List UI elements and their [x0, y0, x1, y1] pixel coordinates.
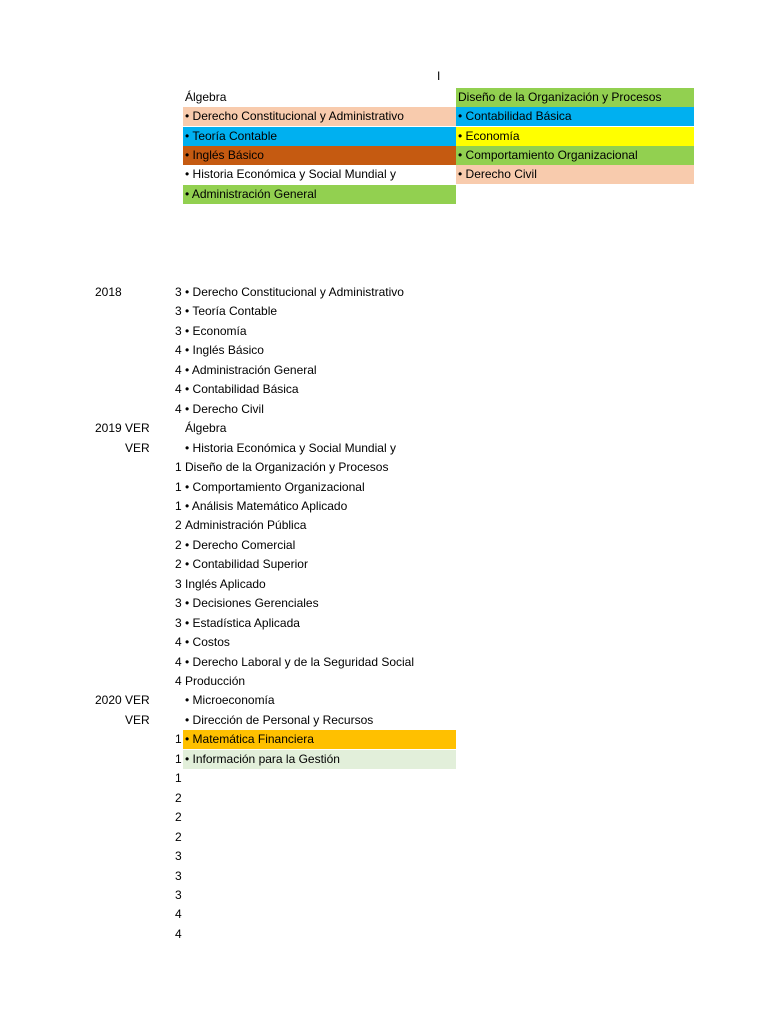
- ver-label: VER: [125, 440, 150, 455]
- row-number: 3: [175, 615, 182, 630]
- row-number: 3: [175, 304, 182, 319]
- row-number: 3: [175, 868, 182, 883]
- list-row: [0, 380, 768, 399]
- subject-text: • Microeconomía: [185, 693, 275, 708]
- list-row: [0, 730, 768, 749]
- row-number: 1: [175, 498, 182, 513]
- subject-text: [183, 867, 185, 886]
- list-row: [0, 633, 768, 652]
- top-right-cell: Diseño de la Organización y Procesos: [456, 88, 694, 107]
- subject-text: [183, 808, 185, 827]
- list-row: [0, 575, 768, 594]
- top-marker: I: [437, 69, 441, 83]
- list-row: [0, 536, 768, 555]
- list-row: [0, 302, 768, 321]
- list-row: [0, 439, 768, 458]
- top-left-cell: • Derecho Constitucional y Administrativo: [183, 107, 456, 126]
- list-row: [0, 478, 768, 497]
- subject-text: • Costos: [185, 635, 230, 650]
- subject-text: • Derecho Laboral y de la Seguridad Social: [185, 654, 415, 669]
- subject-text: • Inglés Básico: [185, 343, 264, 358]
- subject-text: Producción: [185, 674, 246, 688]
- row-number: 3: [175, 887, 182, 902]
- row-number: 2: [175, 829, 182, 844]
- year-label: 2019 VER: [95, 421, 150, 436]
- subject-text: • Decisiones Gerenciales: [185, 596, 319, 611]
- list-row: [0, 711, 768, 730]
- subject-text: • Dirección de Personal y Recursos: [185, 712, 374, 727]
- ver-label: VER: [125, 712, 150, 727]
- subject-text: Diseño de la Organización y Procesos: [185, 460, 389, 475]
- row-number: 4: [175, 362, 182, 377]
- row-number: 2: [175, 810, 182, 825]
- row-number: 1: [175, 479, 182, 494]
- subject-text: • Derecho Constitucional y Administrativo: [185, 285, 404, 299]
- subject-text: • Contabilidad Básica: [185, 382, 299, 397]
- list-row: [0, 361, 768, 380]
- list-row: [0, 847, 768, 866]
- subject-text: [183, 905, 185, 924]
- row-number: 4: [175, 907, 182, 922]
- row-number: 4: [175, 382, 182, 397]
- subject-text: • Análisis Matemático Aplicado: [185, 498, 348, 513]
- row-number: 4: [175, 401, 182, 416]
- list-row: [0, 905, 768, 924]
- subject-text: • Estadística Aplicada: [185, 615, 300, 630]
- subject-text: • Contabilidad Superior: [185, 557, 308, 572]
- row-number: 3: [175, 576, 182, 591]
- list-row: [0, 808, 768, 827]
- list-row: [0, 614, 768, 633]
- list-row: [0, 322, 768, 341]
- year-label: 2020 VER: [95, 693, 150, 708]
- row-number: 1: [175, 751, 182, 766]
- subject-text: Administración Pública: [185, 518, 307, 533]
- subject-text: [183, 925, 185, 944]
- row-number: 4: [175, 343, 182, 358]
- row-number: 4: [175, 926, 182, 941]
- subject-text: Álgebra: [185, 421, 227, 436]
- subject-text: • Matemática Financiera: [183, 730, 456, 749]
- row-number: 2: [175, 557, 182, 572]
- row-number: 1: [175, 771, 182, 786]
- row-number: 3: [175, 285, 182, 299]
- row-number: 2: [175, 518, 182, 533]
- list-row: [0, 925, 768, 944]
- subject-text: • Derecho Civil: [185, 401, 264, 416]
- list-row: [0, 653, 768, 672]
- list-row: [0, 867, 768, 886]
- top-right-cell: • Economía: [456, 127, 694, 146]
- list-row: [0, 750, 768, 769]
- row-number: 3: [175, 596, 182, 611]
- row-number: 3: [175, 849, 182, 864]
- subject-text: [183, 789, 185, 808]
- subject-text: • Derecho Comercial: [185, 537, 296, 552]
- list-row: [0, 594, 768, 613]
- top-right-cell: • Comportamiento Organizacional: [456, 146, 694, 165]
- year-label: 2018: [95, 285, 122, 299]
- subject-text: • Comportamiento Organizacional: [185, 479, 365, 494]
- subject-text: • Historia Económica y Social Mundial y: [185, 440, 396, 455]
- subject-text: [183, 886, 185, 905]
- subject-text: [183, 847, 185, 866]
- subject-text: [183, 769, 185, 788]
- list-row: [0, 458, 768, 477]
- top-left-cell: • Administración General: [183, 185, 456, 204]
- subject-text: • Teoría Contable: [185, 304, 278, 319]
- list-row: [0, 672, 768, 691]
- row-number: 3: [175, 323, 182, 338]
- row-number: 2: [175, 790, 182, 805]
- top-left-cell: • Historia Económica y Social Mundial y: [185, 167, 396, 182]
- list-row: [0, 516, 768, 535]
- subject-text: • Economía: [185, 323, 247, 338]
- top-left-cell: • Inglés Básico: [183, 146, 456, 165]
- list-row: [0, 283, 768, 302]
- list-row: [0, 828, 768, 847]
- list-row: [0, 555, 768, 574]
- row-number: 4: [175, 654, 182, 669]
- top-right-cell: • Derecho Civil: [456, 165, 694, 184]
- top-left-cell: • Teoría Contable: [183, 127, 456, 146]
- list-row: [0, 497, 768, 516]
- row-number: 4: [175, 674, 182, 688]
- list-row: [0, 789, 768, 808]
- list-row: [0, 400, 768, 419]
- row-number: 1: [175, 732, 182, 747]
- subject-text: [183, 828, 185, 847]
- top-left-cell: Álgebra: [185, 90, 227, 104]
- row-number: 2: [175, 537, 182, 552]
- list-row: [0, 886, 768, 905]
- list-row: [0, 341, 768, 360]
- row-number: 4: [175, 635, 182, 650]
- top-right-cell: • Contabilidad Básica: [456, 107, 694, 126]
- subject-text: • Administración General: [185, 362, 317, 377]
- list-row: [0, 419, 768, 438]
- subject-text: Inglés Aplicado: [185, 576, 266, 591]
- row-number: 1: [175, 460, 182, 475]
- subject-text: • Información para la Gestión: [183, 750, 456, 769]
- list-row: [0, 691, 768, 710]
- list-row: [0, 769, 768, 788]
